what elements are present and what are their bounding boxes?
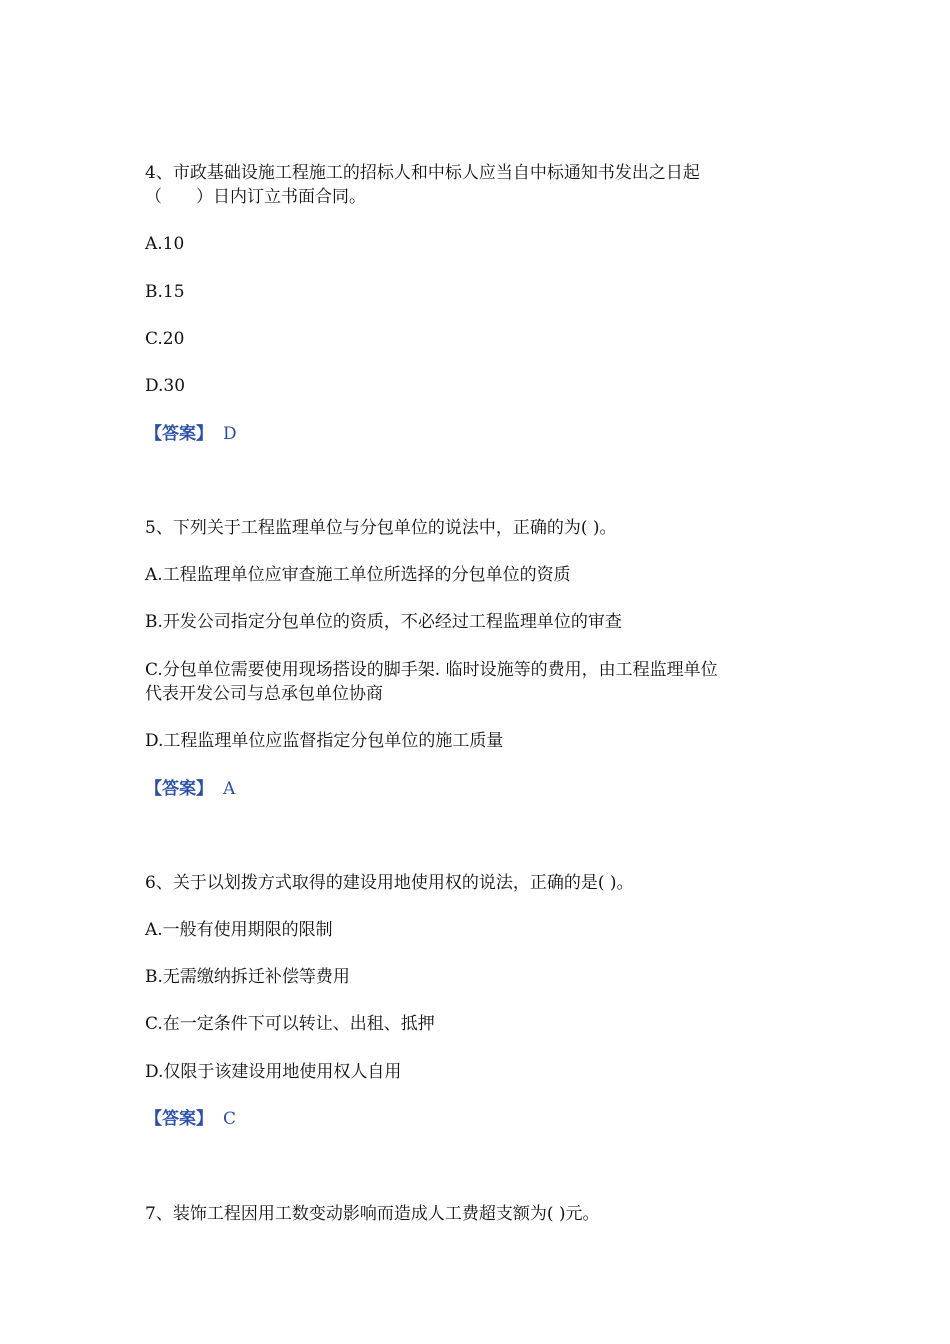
question-5-option-b: B.开发公司指定分包单位的资质，不必经过工程监理单位的审查 <box>145 612 622 632</box>
question-6-option-a: A.一般有使用期限的限制 <box>145 920 333 940</box>
question-6-option-b: B.无需缴纳拆迁补偿等费用 <box>145 967 350 987</box>
question-5-stem: 5、下列关于工程监理单位与分包单位的说法中，正确的为( )。 <box>145 518 617 538</box>
answer-label: 【答案】 <box>145 779 213 799</box>
answer-label: 【答案】 <box>145 1109 213 1129</box>
question-4-option-a: A.10 <box>145 234 185 254</box>
question-5-answer <box>145 778 235 800</box>
question-4-answer <box>145 423 237 445</box>
question-5-option-d: D.工程监理单位应监督指定分包单位的施工质量 <box>145 731 504 751</box>
question-5-option-c-line-1: C.分包单位需要使用现场搭设的脚手架. 临时设施等的费用，由工程监理单位 <box>145 660 718 680</box>
question-6-stem: 6、关于以划拨方式取得的建设用地使用权的说法，正确的是( )。 <box>145 873 634 893</box>
answer-label: 【答案】 <box>145 424 213 444</box>
question-4-stem-line-1: 4、市政基础设施工程施工的招标人和中标人应当自中标通知书发出之日起 <box>145 163 700 183</box>
question-4-option-d: D.30 <box>145 376 186 396</box>
question-6-option-c: C.在一定条件下可以转让、出租、抵押 <box>145 1014 435 1034</box>
question-6-answer <box>145 1108 236 1130</box>
question-4-stem-line-2: （ ）日内订立书面合同。 <box>145 187 366 207</box>
answer-value: A <box>223 779 236 799</box>
question-7-stem: 7、装饰工程因用工数变动影响而造成人工费超支额为( )元。 <box>145 1204 600 1224</box>
question-4-option-c: C.20 <box>145 329 185 349</box>
answer-value: C <box>223 1109 237 1129</box>
question-4-option-b: B.15 <box>145 282 185 302</box>
question-5-option-a: A.工程监理单位应审查施工单位所选择的分包单位的资质 <box>145 565 571 585</box>
question-6-option-d: D.仅限于该建设用地使用权人自用 <box>145 1062 402 1082</box>
question-5-option-c-line-2: 代表开发公司与总承包单位协商 <box>145 684 383 704</box>
answer-value: D <box>223 424 237 444</box>
